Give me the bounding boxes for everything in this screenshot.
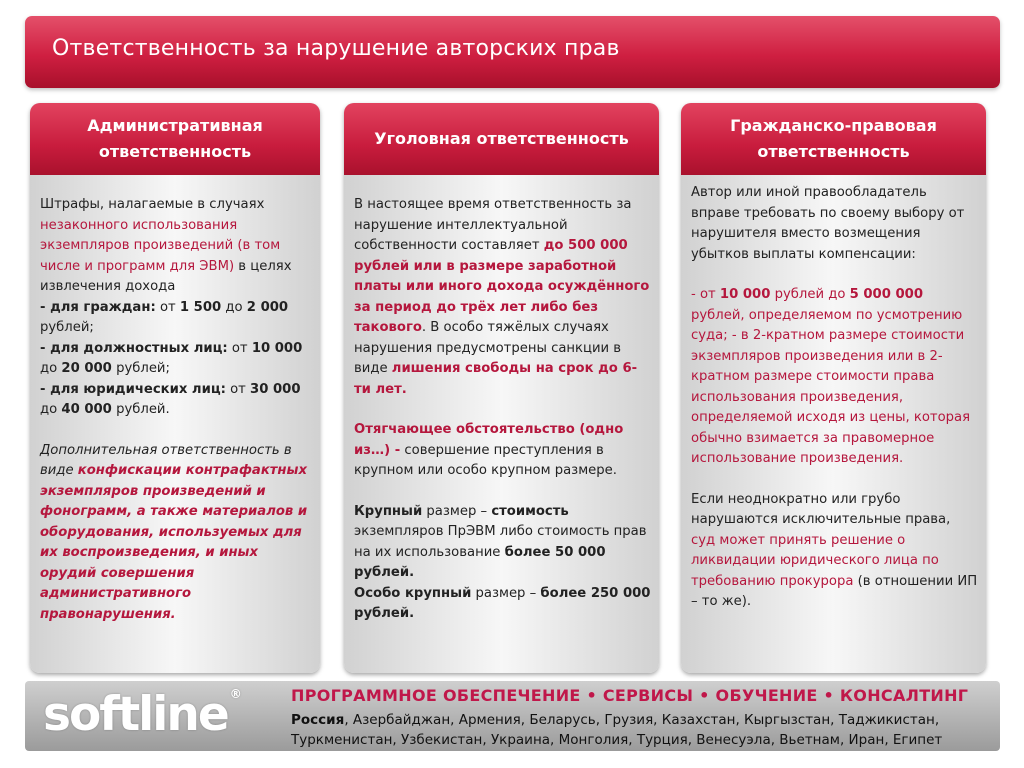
criminal-header: Уголовная ответственность: [374, 129, 629, 148]
fines-illegal-use: незаконного использования экземпляров произведений (в том числе и программ для ЭВМ): [40, 217, 281, 274]
fine-legal-entities: [40, 380, 312, 421]
footer-banner: [25, 681, 1000, 751]
additional-liability-intro: Дополнительная ответственность в виде: [40, 442, 292, 478]
fine-legal-max: 40 000: [61, 402, 112, 417]
compensation-from: - от: [691, 287, 716, 302]
footer-tagline: ПРОГРАММНОЕ ОБЕСПЕЧЕНИЕ • СЕРВИСЫ • ОБУЧЕНИЕ • КОНСАЛТИНГ: [291, 686, 969, 705]
criminal-fine: до 500 000 рублей или в размере заработной платы или иного дохода осуждённого за период до трёх лет либо без такового: [354, 238, 650, 335]
fine-officials-to: до: [40, 361, 58, 376]
admin-paragraph-fines: [40, 195, 312, 298]
fine-officials-min: 10 000: [251, 340, 303, 356]
civil-paragraph-compensation: [691, 285, 978, 470]
criminal-liability-body: [354, 195, 651, 625]
fine-officials-from: от: [231, 340, 248, 356]
compensation-to: рублей до: [774, 287, 846, 302]
fine-citizens: [40, 298, 312, 339]
compensation-double: - в 2-кратном размере стоимости экземпляров произведения или в 2-кратном размере стоимости права использования произведения, определяемой исходя из цены, которая обычно взимается за правомерное использование произведения.: [691, 328, 971, 466]
civil-liability-body: [691, 183, 978, 613]
civil-liability-card: [681, 103, 986, 673]
aggravating-text: совершение преступления в крупном или особо крупном размере.: [354, 442, 617, 478]
compensation-court: рублей, определяемом по усмотрению суда;: [691, 307, 963, 343]
liquidation-ip: (в отношении ИП – то же).: [691, 573, 978, 609]
criminal-liability-card: [344, 103, 659, 673]
fine-legal-unit: рублей.: [116, 402, 170, 417]
admin-header-line1: Административная: [87, 116, 263, 135]
criminal-liability-header: [344, 103, 659, 175]
large-size-desc: экземпляров ПрЭВМ либо стоимость прав на их использование: [354, 524, 647, 560]
softline-logo: [43, 687, 242, 742]
civil-header-line2: ответственность: [757, 142, 910, 161]
liquidation-decision: суд может принять решение о ликвидации юридического лица по требованию прокурора: [691, 532, 939, 589]
liquidation-intro: Если неоднократно или грубо нарушаются исключительные права,: [691, 491, 951, 527]
fine-legal-from: от: [230, 381, 246, 397]
civil-paragraph-right: Автор или иной правообладатель вправе требовать по своему выбору от нарушителя вместо возмещения убытков выплаты компенсации:: [691, 185, 965, 262]
large-size-dash: размер –: [426, 503, 488, 519]
criminal-paragraph-large: [354, 502, 651, 584]
fine-officials-max: 20 000: [61, 361, 112, 376]
civil-header-line1: Гражданско-правовая: [730, 116, 937, 135]
fine-officials-label: - для должностных лиц:: [40, 340, 228, 356]
aggravating-circumstance: Отягчающее обстоятельство (одно из…) -: [354, 422, 624, 458]
large-size-cost: стоимость: [491, 503, 569, 519]
fine-citizens-unit: рублей;: [40, 320, 94, 335]
fine-legal-min: 30 000: [250, 381, 301, 397]
criminal-paragraph-extra-large: [354, 584, 651, 625]
compensation-min: 10 000: [719, 287, 771, 302]
compensation-max: 5 000 000: [849, 287, 924, 302]
fine-officials: [40, 339, 312, 380]
fines-intro: Штрафы, налагаемые в случаях: [40, 197, 265, 212]
extra-large-dash: размер –: [475, 585, 537, 601]
fine-citizens-label: - для граждан:: [40, 299, 156, 315]
registered-mark: ®: [229, 687, 242, 701]
title-bar: [25, 16, 1000, 88]
fine-citizens-from: от: [159, 299, 176, 315]
country-list: , Азербайджан, Армения, Беларусь, Грузия, Казахстан, Кыргызстан, Таджикистан, Туркменистан, Узбекистан, Украина, Монголия, Турция, Венесуэла, Вьетнам, Иран, Египет: [291, 712, 943, 748]
criminal-paragraph-aggravating: [354, 420, 651, 482]
page-title: Ответственность за нарушение авторских прав: [52, 36, 620, 61]
civil-paragraph-liquidation: [691, 490, 978, 613]
fine-citizens-max: 2 000: [246, 299, 289, 315]
fine-legal-to: до: [40, 402, 58, 417]
logo-text: softline: [43, 687, 228, 742]
fine-officials-unit: рублей;: [116, 361, 170, 376]
fines-purpose: в целях извлечения дохода: [40, 258, 292, 294]
confiscation-text: конфискации контрафактных экземпляров произведений и фонограмм, а также материалов и оборудования, используемых для их воспроизведения, и иных орудий совершения административного правонарушения.: [40, 463, 308, 622]
extra-large-threshold: более 250 000 рублей.: [354, 585, 651, 621]
large-size-threshold: более 50 000 рублей.: [354, 544, 606, 580]
criminal-imprisonment: лишения свободы на срок до 6-ти лет.: [354, 361, 638, 397]
criminal-severe-cases: . В особо тяжёлых случаях нарушения предусмотрены санкции в виде: [354, 320, 622, 376]
fine-legal-label: - для юридических лиц:: [40, 381, 226, 397]
country-russia: Россия: [291, 712, 345, 728]
admin-liability-body: [40, 195, 312, 625]
admin-header-line2: ответственность: [98, 142, 252, 161]
criminal-intro: В настоящее время ответственность за нарушение интеллектуальной собственности составляет: [354, 197, 632, 253]
footer-countries: [291, 710, 991, 750]
fine-citizens-min: 1 500: [179, 299, 222, 315]
admin-liability-header: [30, 103, 320, 175]
civil-liability-header: [681, 103, 986, 175]
fine-citizens-to: до: [225, 299, 243, 315]
extra-large-label: Особо крупный: [354, 585, 472, 601]
large-size-label: Крупный: [354, 503, 423, 519]
criminal-paragraph-sanctions: [354, 195, 651, 400]
admin-paragraph-additional: [40, 441, 312, 626]
admin-liability-card: [30, 103, 320, 673]
